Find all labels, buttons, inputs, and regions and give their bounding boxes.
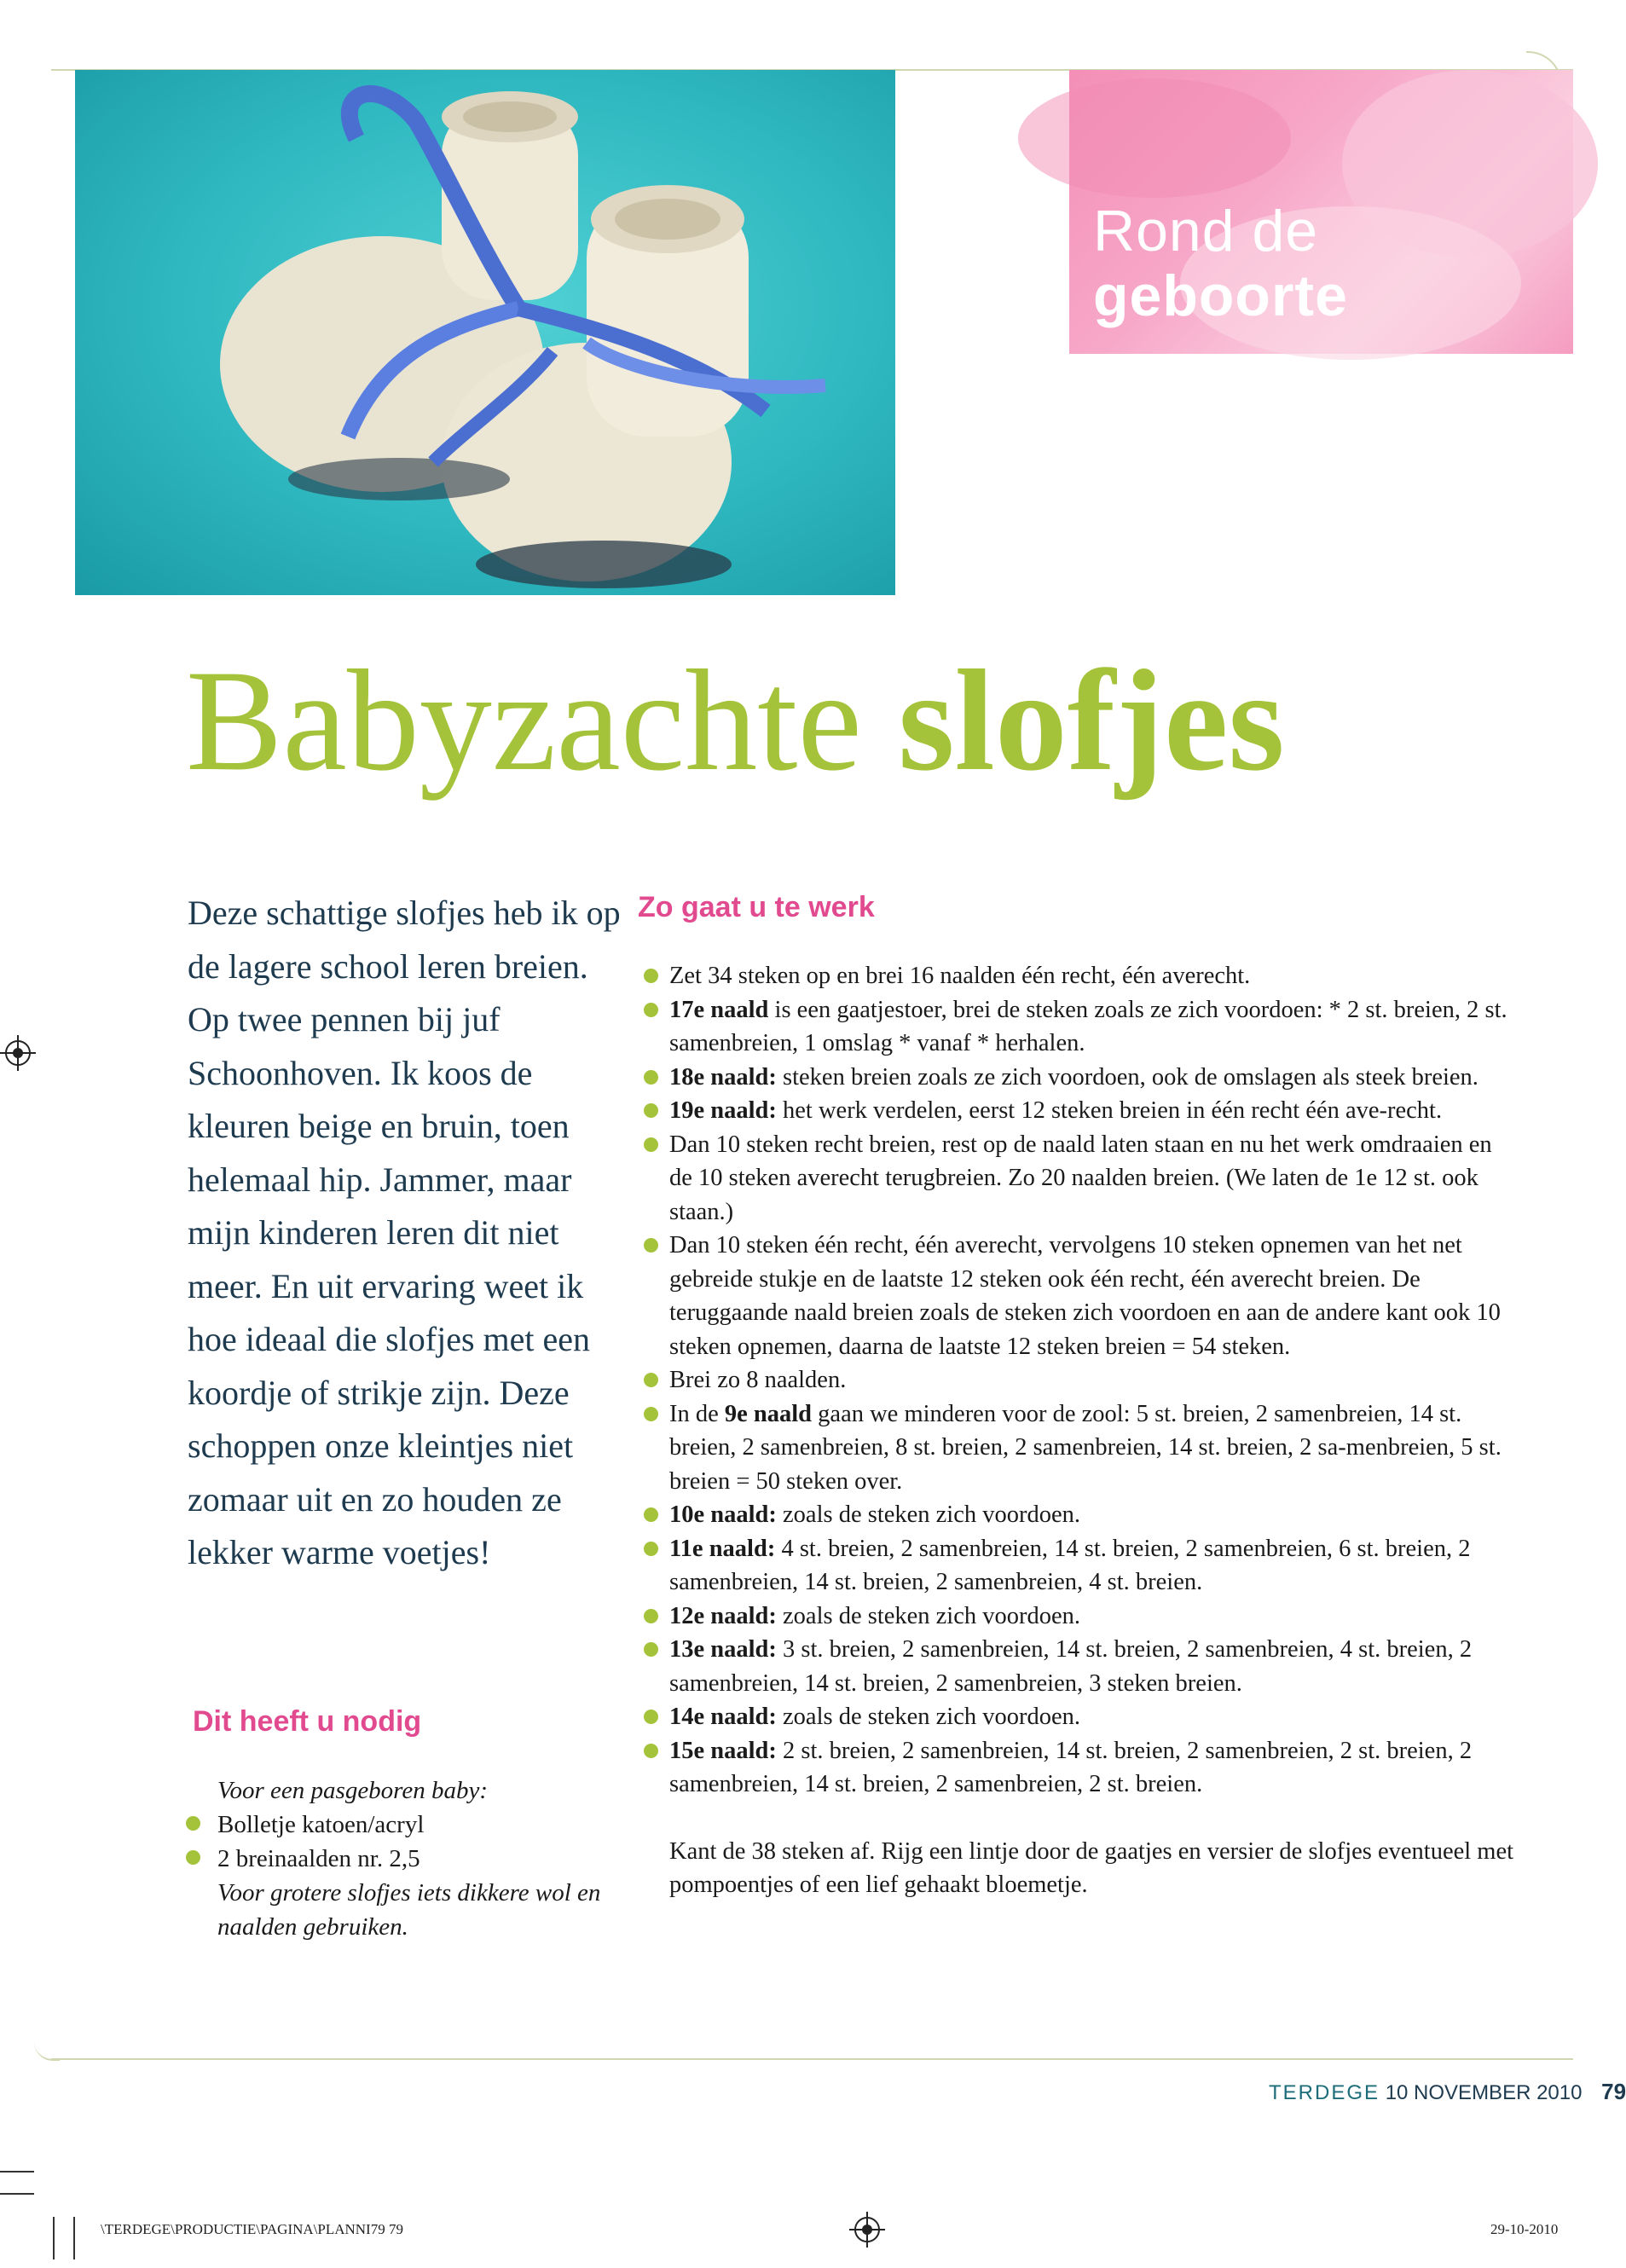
instruction-step: 15e naald: 2 st. breien, 2 samenbreien, 14 st. breien, 2 samenbreien, 2 st. breien, 2 samenbreien, 14 st. breien, 2 samenbreien, 2 st. breien. [669, 1734, 1518, 1802]
needs-list [217, 1773, 618, 1944]
instruction-step: In de 9e naald gaan we minderen voor de zool: 5 st. breien, 2 samenbreien, 14 st. breien, 2 samenbreien, 8 st. breien, 2 samenbreien, 14 st. breien, 2 sa-menbreien, 5 st. breien = 50 steken over. [669, 1397, 1518, 1499]
section-title-line1: Rond de [1093, 199, 1319, 263]
magazine-name: TERDEGE [1269, 2081, 1380, 2104]
crop-mark [73, 2217, 75, 2259]
slug-date: 29-10-2010 [1490, 2221, 1559, 2237]
issue-date: 10 NOVEMBER 2010 [1385, 2081, 1583, 2104]
page-number: 79 [1601, 2079, 1626, 2104]
bottom-rule-corner [34, 2042, 60, 2061]
instruction-step: 18e naald: steken breien zoals ze zich voordoen, ook de omslagen als steek breien. [669, 1061, 1518, 1095]
needs-heading: Dit heeft u nodig [193, 1705, 422, 1738]
bullet-dot [186, 1850, 200, 1865]
instruction-step: 11e naald: 4 st. breien, 2 samenbreien, 14 st. breien, 2 samenbreien, 6 st. breien, 2 samenbreien, 14 st. breien, 2 samenbreien, 4 st. breien. [669, 1532, 1518, 1600]
crop-mark [0, 2171, 34, 2173]
instruction-step: 13e naald: 3 st. breien, 2 samenbreien, 14 st. breien, 2 samenbreien, 4 st. breien, 2 samenbreien, 14 st. breien, 2 samenbreien, 3 steken breien. [669, 1633, 1518, 1700]
instruction-step: 19e naald: het werk verdelen, eerst 12 steken breien in één recht één ave-recht. [669, 1094, 1518, 1128]
crop-mark [0, 2193, 34, 2195]
needs-intro: Voor een pasgeboren baby: [217, 1777, 489, 1804]
registration-mark-icon [854, 2217, 880, 2242]
section-title-line2: geboorte [1093, 263, 1348, 328]
instruction-step: 12e naald: zoals de steken zich voordoen. [669, 1600, 1518, 1634]
instructions-heading: Zo gaat u te werk [638, 891, 875, 923]
page-footer [1269, 2079, 1626, 2105]
registration-mark-icon [5, 1040, 31, 1066]
title-bold: slofjes [898, 640, 1285, 801]
instruction-step: 17e naald is een gaatjestoer, brei de steken zoals ze zich voordoen: * 2 st. breien, 2 st. samenbreien, 1 omslag * vanaf * herhalen. [669, 993, 1518, 1061]
instructions-closing: Kant de 38 steken af. Rijg een lintje door de gaatjes en versier de slofjes eventueel met pompoentjes of een lief gehaakt bloemetje. [669, 1837, 1514, 1898]
instruction-step: Zet 34 steken op en brei 16 naalden één recht, één averecht. [669, 959, 1518, 993]
crop-mark [53, 2217, 55, 2259]
intro-paragraph: Deze schattige slofjes heb ik op de lagere school leren breien. Op twee pennen bij juf Schoonhoven. Ik koos de kleuren beige en bruin, toen helemaal hip. Jammer, maar mijn kinderen leren dit niet meer. En uit ervaring weet ik hoe ideaal die slofjes met een koordje of strikje zijn. Deze schoppen onze kleintjes niet zomaar uit en zo houden ze lekker warme voetjes! [188, 894, 621, 1571]
instructions-list [669, 959, 1518, 1902]
needs-note: Voor grotere slofjes iets dikkere wol en naalden gebruiken. [217, 1879, 601, 1941]
instruction-step: Dan 10 steken recht breien, rest op de naald laten staan en nu het werk omdraaien en de 10 steken averecht terugbreien. Zo 20 naalden breien. (We laten de 1e 12 st. ook staan.) [669, 1128, 1518, 1229]
booties-illustration [75, 70, 895, 595]
section-header-box [1069, 70, 1573, 354]
title-light: Babyzachte [186, 640, 862, 801]
page-title [186, 640, 1285, 801]
instruction-step: Brei zo 8 naalden. [669, 1363, 1518, 1397]
instruction-step: 10e naald: zoals de steken zich voordoen. [669, 1498, 1518, 1532]
bullet-dot [186, 1816, 200, 1831]
instruction-step: 14e naald: zoals de steken zich voordoen. [669, 1700, 1518, 1734]
booties-photo [75, 70, 895, 595]
slug-path: \TERDEGE\PRODUCTIE\PAGINA\PLANNI79 79 [101, 2221, 403, 2237]
needs-item: 2 breinaalden nr. 2,5 [217, 1842, 618, 1876]
needs-item: Bolletje katoen/acryl [217, 1808, 618, 1842]
instruction-step: Dan 10 steken één recht, één averecht, vervolgens 10 steken opnemen van het net gebreide stukje en de laatste 12 steken ook één recht, één averecht breien. De teruggaande naald breien zoals de steken zich voordoen en aan de andere kant ook 10 steken opnemen, daarna de laatste 12 steken breien = 54 steken. [669, 1229, 1518, 1363]
bottom-rule [51, 2058, 1573, 2060]
